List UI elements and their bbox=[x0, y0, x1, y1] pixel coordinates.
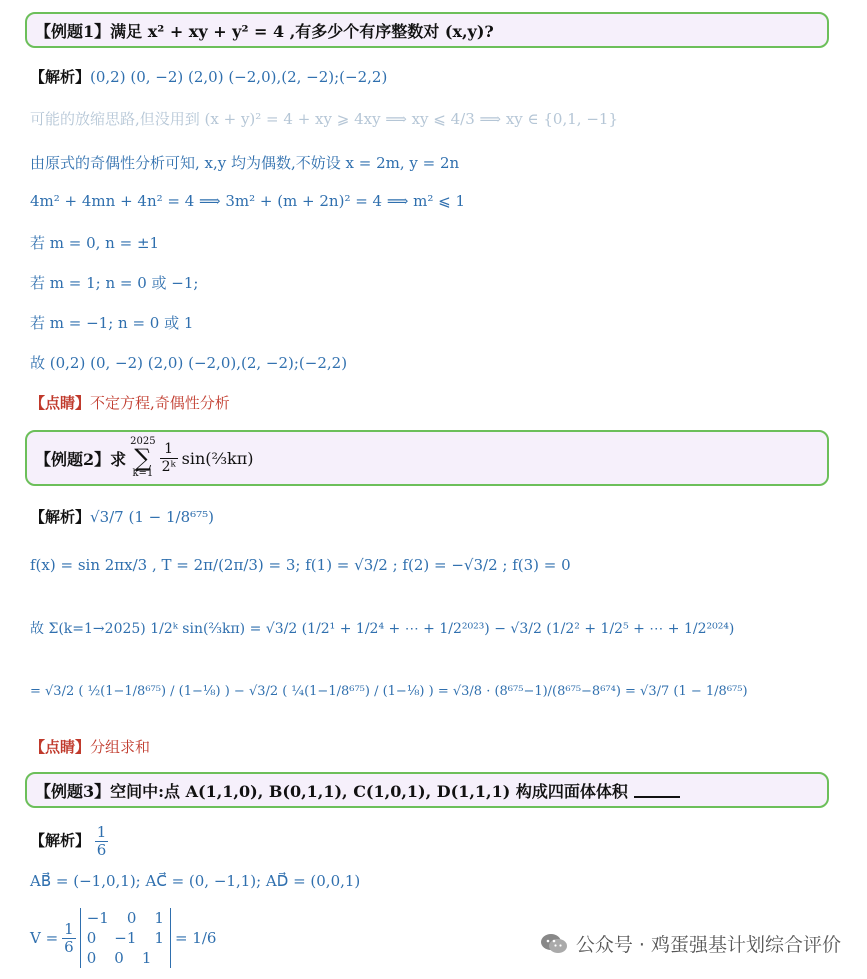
matrix-row: 0 0 1 bbox=[86, 949, 152, 967]
example-2-tip bbox=[30, 736, 150, 757]
example-3-line-1: AB⃗ = (−1,0,1); AC⃗ = (0, −1,1); AD⃗ = (0,0,1) bbox=[30, 872, 361, 890]
example-1-answer bbox=[30, 66, 387, 87]
answer-text: √3/7 (1 − 1/8⁶⁷⁵) bbox=[90, 508, 215, 526]
answer-blank bbox=[634, 782, 680, 798]
matrix-row: −1 0 1 bbox=[86, 909, 164, 927]
sum-bottom: k=1 bbox=[132, 468, 154, 479]
sum-top: 2025 bbox=[130, 436, 156, 447]
example-1-line-6: 故 (0,2) (0, −2) (2,0) (−2,0),(2, −2);(−2,2) bbox=[30, 354, 348, 372]
example-1-line-4: 若 m = 1; n = 0 或 −1; bbox=[30, 274, 199, 292]
v-frac-den: 6 bbox=[64, 937, 74, 956]
example-3-volume bbox=[30, 908, 216, 968]
example-3-answer bbox=[30, 824, 108, 859]
tip-label: 【点睛】 bbox=[30, 394, 91, 412]
v-fraction bbox=[62, 921, 76, 956]
answer-label: 【解析】 bbox=[30, 508, 91, 526]
determinant-matrix bbox=[80, 908, 171, 968]
example-1-tip bbox=[30, 392, 230, 413]
watermark bbox=[540, 930, 841, 957]
example-3-title-box bbox=[25, 772, 829, 808]
answer-label: 【解析】 bbox=[30, 831, 91, 850]
example-2-line-2: 故 Σ(k=1→2025) 1/2ᵏ sin(⅔kπ) = √3/2 (1/2¹ + 1/2⁴ + ⋯ + 1/2²⁰²³) − √3/2 (1/2² + 1/2⁵ + ⋯ + 1/2²⁰²⁴) bbox=[30, 621, 735, 637]
example-2-line-3: = √3/2 ( ½(1−1/8⁶⁷⁵) / (1−⅛) ) − √3/2 ( ¼(1−1/8⁶⁷⁵) / (1−⅛) ) = √3/8 · (8⁶⁷⁵−1)/(8⁶⁷⁵−8⁶⁷⁴) = √3/7 (1 − 1/8⁶⁷⁵) bbox=[30, 684, 748, 699]
answer-num: 1 bbox=[96, 823, 107, 841]
example-1-line-3: 若 m = 0, n = ±1 bbox=[30, 234, 160, 252]
example-1-line-5: 若 m = −1; n = 0 或 1 bbox=[30, 314, 194, 332]
v-prefix: V = bbox=[30, 929, 59, 947]
tip-text: 不定方程,奇偶性分析 bbox=[90, 394, 230, 412]
v-frac-num: 1 bbox=[64, 919, 74, 938]
example-1-line-1: 由原式的奇偶性分析可知, x,y 均为偶数,不妨设 x = 2m, y = 2n bbox=[30, 154, 460, 172]
example-1-title: 【例题1】满足 x² + xy + y² = 4 ,有多少个有序整数对 (x,y)? bbox=[35, 21, 494, 41]
example-2-line-1: f(x) = sin 2πx/3 , T = 2π/(2π/3) = 3; f(1) = √3/2 ; f(2) = −√3/2 ; f(3) = 0 bbox=[30, 556, 571, 574]
tip-label: 【点睛】 bbox=[30, 738, 91, 756]
tip-text: 分组求和 bbox=[90, 738, 151, 756]
example-2-title-box bbox=[25, 430, 829, 486]
example-2-title-label: 【例题2】求 bbox=[35, 449, 127, 469]
title-expression: sin(⅔kπ) bbox=[181, 448, 254, 468]
title-frac-den: 2ᵏ bbox=[161, 458, 176, 475]
answer-label: 【解析】 bbox=[30, 68, 91, 86]
matrix-row: 0 −1 1 bbox=[86, 929, 164, 947]
watermark-text: 公众号 · 鸡蛋强基计划综合评价 bbox=[575, 934, 841, 956]
sum-symbol: 2025 ∑ k=1 bbox=[130, 436, 156, 479]
example-1-hint: 可能的放缩思路,但没用到 (x + y)² = 4 + xy ⩾ 4xy ⟹ xy ⩽ 4/3 ⟹ xy ∈ {0,1, −1} bbox=[30, 110, 618, 128]
title-fraction bbox=[160, 441, 178, 476]
answer-fraction bbox=[95, 824, 109, 859]
title-frac-num: 1 bbox=[160, 441, 178, 459]
v-result: = 1/6 bbox=[174, 929, 217, 947]
wechat-icon bbox=[540, 933, 568, 955]
example-3-title: 【例题3】空间中:点 A(1,1,0), B(0,1,1), C(1,0,1), D(1,1,1) 构成四面体体积 bbox=[35, 781, 628, 801]
answer-text: (0,2) (0, −2) (2,0) (−2,0),(2, −2);(−2,2) bbox=[90, 68, 388, 86]
answer-den: 6 bbox=[96, 841, 107, 859]
example-1-title-box bbox=[25, 12, 829, 48]
example-1-line-2: 4m² + 4mn + 4n² = 4 ⟹ 3m² + (m + 2n)² = 4 ⟹ m² ⩽ 1 bbox=[30, 192, 466, 210]
example-2-answer bbox=[30, 506, 214, 527]
